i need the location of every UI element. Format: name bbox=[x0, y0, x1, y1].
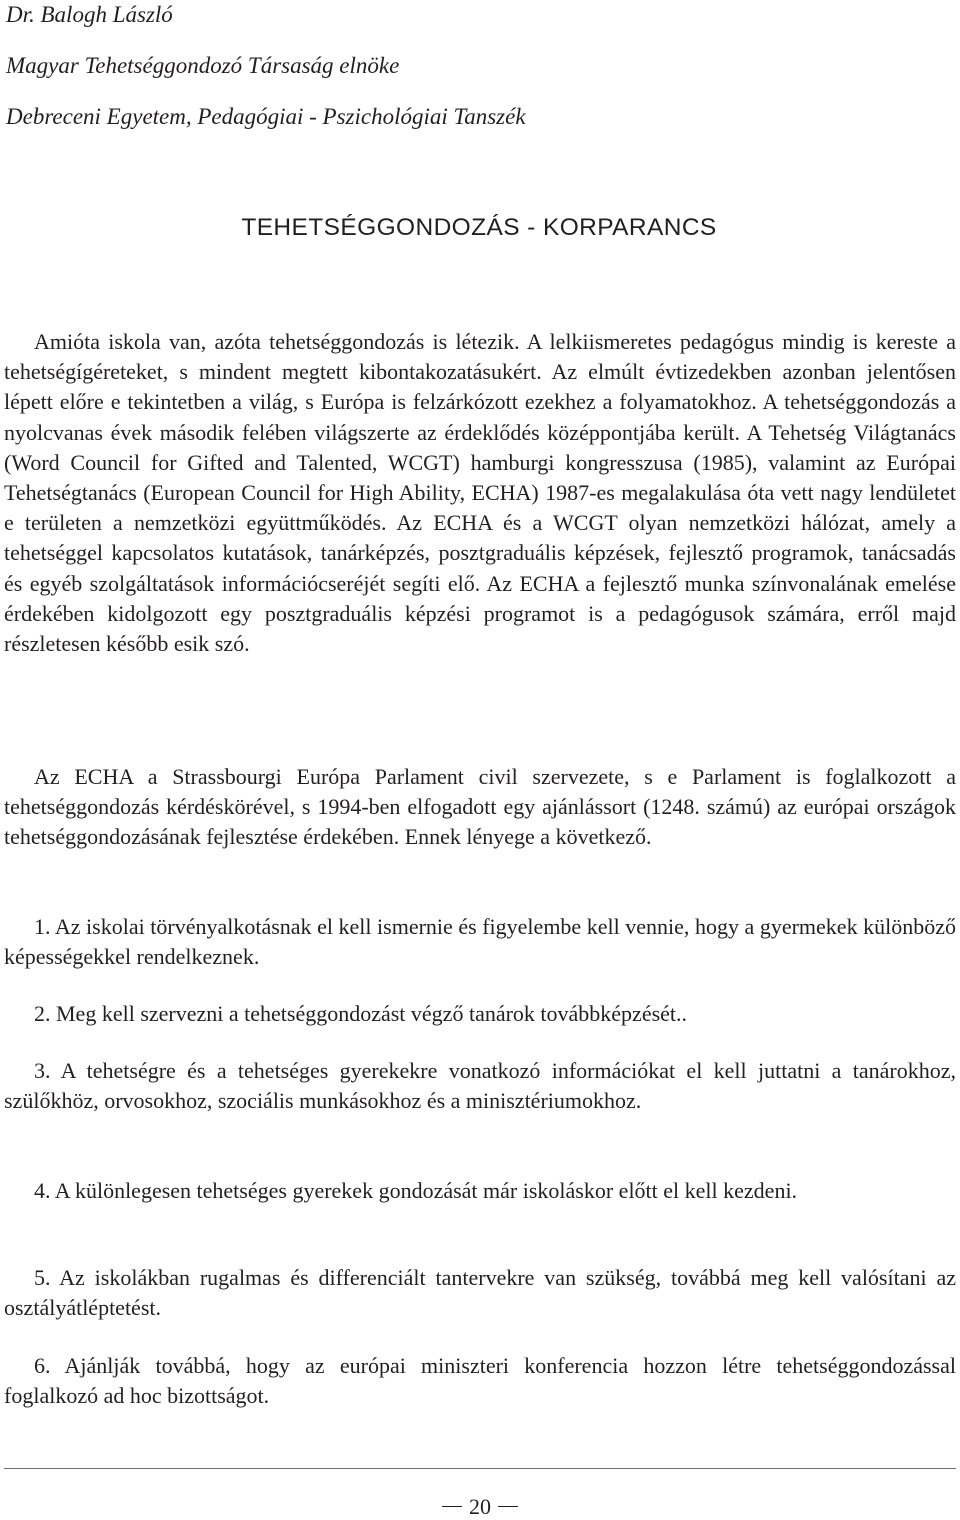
page-number-dash-left bbox=[442, 1506, 462, 1507]
list-item-text: 6. Ajánlják továbbá, hogy az európai miniszteri konferencia hozzon létre tehetséggondozással foglalkozó ad hoc bizottságot. bbox=[4, 1353, 956, 1409]
article-title bbox=[0, 213, 960, 243]
list-item bbox=[4, 1263, 956, 1323]
list-item bbox=[4, 912, 956, 972]
list-item bbox=[4, 1176, 956, 1206]
page-number-value: 20 bbox=[469, 1494, 491, 1519]
paragraph-echa bbox=[4, 762, 956, 853]
list-item bbox=[4, 1351, 956, 1411]
list-item-text: 2. Meg kell szervezni a tehetséggondozást végző tanárok továbbképzését.. bbox=[34, 1001, 688, 1026]
list-item-text: 5. Az iskolákban rugalmas és differenciált tantervekre van szükség, továbbá meg kell valósítani az osztályátléptetést. bbox=[4, 1265, 956, 1321]
author-role: Magyar Tehetséggondozó Társaság elnöke bbox=[6, 53, 400, 78]
paragraph-text: Amióta iskola van, azóta tehetséggondozás is létezik. A lelkiismeretes pedagógus mindig is kereste a tehetségígéreteket, s mindent megtett kibontakozatásukért. Az elmúlt évtizedekben azonban jelentősen lépett előre e tekintetben a világ, s Európa is felzárkózott ezekhez a folyamatokhoz. A tehetséggondozás a nyolcvanas évek második felében világszerte az érdeklődés középpontjába került. A Tehetség Világtanács (Word Council for Gifted and Talented, WCGT) hamburgi kongresszusa (1985), valamint az Európai Tehetségtanács (European Council for High Ability, ECHA) 1987-es megalakulása óta vett nagy lendületet e területen a nemzetközi együttműködés. Az ECHA és a WCGT olyan nemzetközi hálózat, amely a tehetséggel kapcsolatos kutatások, tanárképzés, posztgraduális képzések, fejlesztő programok, tanácsadás és egyéb szolgáltatások információcseréjét segíti elő. Az ECHA a fejlesztő munka színvonalának emelése érdekében kidolgozott egy posztgraduális képzési programot is a pedagógusok számára, erről majd részletesen később esik szó. bbox=[4, 329, 956, 657]
list-item-text: 3. A tehetségre és a tehetséges gyerekekre vonatkozó információkat el kell juttatni a tanárokhoz, szülőkhöz, orvosokhoz, szociális munkásokhoz és a minisztériumokhoz. bbox=[4, 1058, 956, 1114]
author-name: Dr. Balogh László bbox=[6, 2, 173, 27]
page-number bbox=[0, 1494, 960, 1520]
article-title-text: TEHETSÉGGONDOZÁS - KORPARANCS bbox=[241, 214, 717, 241]
page-number-dash-right bbox=[498, 1506, 518, 1507]
list-item-text: 4. A különlegesen tehetséges gyerekek gondozását már iskoláskor előtt el kell kezdeni. bbox=[34, 1178, 798, 1203]
list-item bbox=[4, 999, 956, 1029]
author-block bbox=[6, 0, 946, 130]
paragraph-intro bbox=[4, 327, 956, 659]
list-item-text: 1. Az iskolai törvényalkotásnak el kell ismernie és figyelembe kell vennie, hogy a gyermekek különböző képességekkel rendelkeznek. bbox=[4, 914, 956, 970]
list-item bbox=[4, 1056, 956, 1116]
paragraph-text: Az ECHA a Strassbourgi Európa Parlament civil szervezete, s e Parlament is foglalkozott a tehetséggondozás kérdéskörével, s 1994-ben elfogadott egy ajánlássort (1248. számú) az európai országok tehetséggondozásának fejlesztése érdekében. Ennek lényege a következő. bbox=[4, 764, 956, 850]
author-affiliation: Debreceni Egyetem, Pedagógiai - Pszichológiai Tanszék bbox=[6, 104, 526, 129]
footer-divider bbox=[4, 1468, 956, 1469]
